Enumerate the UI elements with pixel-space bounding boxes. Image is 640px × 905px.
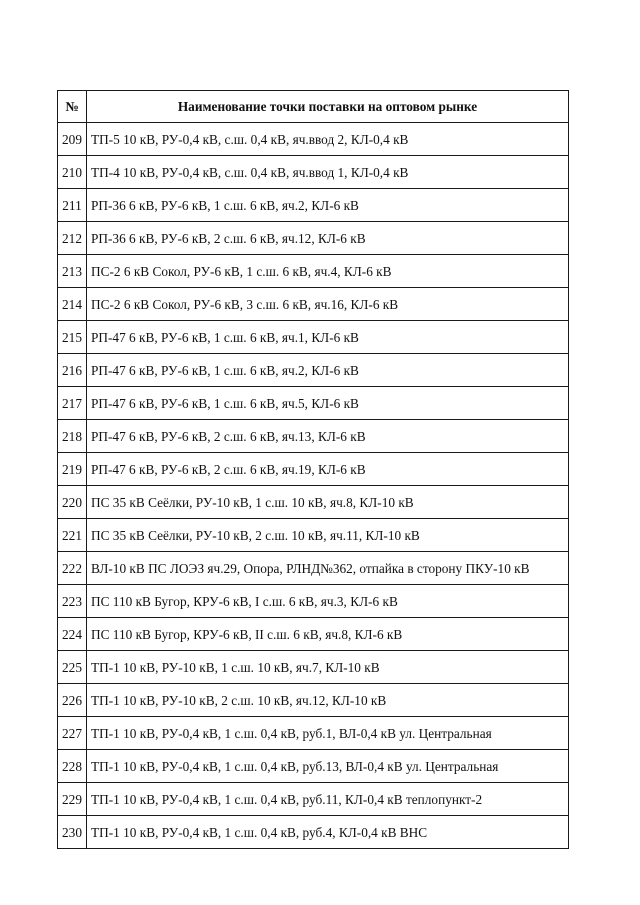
row-number: 229 <box>58 783 87 816</box>
row-number: 218 <box>58 420 87 453</box>
row-supply-point-name: РП-36 6 кВ, РУ-6 кВ, 1 с.ш. 6 кВ, яч.2, КЛ-6 кВ <box>87 189 569 222</box>
table-row <box>58 156 569 189</box>
row-number: 209 <box>58 123 87 156</box>
row-supply-point-name: ТП-1 10 кВ, РУ-0,4 кВ, 1 с.ш. 0,4 кВ, руб.1, ВЛ-0,4 кВ ул. Центральная <box>87 717 569 750</box>
row-supply-point-name: ТП-1 10 кВ, РУ-0,4 кВ, 1 с.ш. 0,4 кВ, руб.13, ВЛ-0,4 кВ ул. Центральная <box>87 750 569 783</box>
row-number: 213 <box>58 255 87 288</box>
row-supply-point-name: ПС-2 6 кВ Сокол, РУ-6 кВ, 1 с.ш. 6 кВ, яч.4, КЛ-6 кВ <box>87 255 569 288</box>
row-number: 230 <box>58 816 87 849</box>
table-row <box>58 750 569 783</box>
table-row <box>58 354 569 387</box>
row-number: 221 <box>58 519 87 552</box>
row-number: 216 <box>58 354 87 387</box>
row-supply-point-name: РП-47 6 кВ, РУ-6 кВ, 1 с.ш. 6 кВ, яч.1, КЛ-6 кВ <box>87 321 569 354</box>
row-supply-point-name: РП-47 6 кВ, РУ-6 кВ, 1 с.ш. 6 кВ, яч.2, КЛ-6 кВ <box>87 354 569 387</box>
header-supply-point-name: Наименование точки поставки на оптовом рынке <box>87 91 569 123</box>
row-supply-point-name: ТП-1 10 кВ, РУ-0,4 кВ, 1 с.ш. 0,4 кВ, руб.4, КЛ-0,4 кВ ВНС <box>87 816 569 849</box>
row-number: 225 <box>58 651 87 684</box>
row-number: 226 <box>58 684 87 717</box>
row-supply-point-name: ТП-1 10 кВ, РУ-10 кВ, 2 с.ш. 10 кВ, яч.12, КЛ-10 кВ <box>87 684 569 717</box>
header-number: № <box>58 91 87 123</box>
row-supply-point-name: РП-47 6 кВ, РУ-6 кВ, 2 с.ш. 6 кВ, яч.13, КЛ-6 кВ <box>87 420 569 453</box>
row-supply-point-name: ТП-1 10 кВ, РУ-0,4 кВ, 1 с.ш. 0,4 кВ, руб.11, КЛ-0,4 кВ теплопункт-2 <box>87 783 569 816</box>
table-row <box>58 816 569 849</box>
table-row <box>58 552 569 585</box>
table-row <box>58 618 569 651</box>
table-row <box>58 651 569 684</box>
table-row <box>58 288 569 321</box>
row-number: 210 <box>58 156 87 189</box>
supply-points-table <box>57 90 569 849</box>
row-supply-point-name: ПС 35 кВ Сеёлки, РУ-10 кВ, 2 с.ш. 10 кВ, яч.11, КЛ-10 кВ <box>87 519 569 552</box>
row-number: 214 <box>58 288 87 321</box>
table-row <box>58 123 569 156</box>
row-supply-point-name: ТП-1 10 кВ, РУ-10 кВ, 1 с.ш. 10 кВ, яч.7, КЛ-10 кВ <box>87 651 569 684</box>
row-number: 228 <box>58 750 87 783</box>
row-number: 223 <box>58 585 87 618</box>
table-row <box>58 783 569 816</box>
table-row <box>58 519 569 552</box>
row-supply-point-name: ПС 110 кВ Бугор, КРУ-6 кВ, I с.ш. 6 кВ, яч.3, КЛ-6 кВ <box>87 585 569 618</box>
row-supply-point-name: РП-36 6 кВ, РУ-6 кВ, 2 с.ш. 6 кВ, яч.12, КЛ-6 кВ <box>87 222 569 255</box>
table-row <box>58 717 569 750</box>
row-supply-point-name: ПС-2 6 кВ Сокол, РУ-6 кВ, 3 с.ш. 6 кВ, яч.16, КЛ-6 кВ <box>87 288 569 321</box>
row-number: 222 <box>58 552 87 585</box>
table-row <box>58 420 569 453</box>
row-supply-point-name: ТП-5 10 кВ, РУ-0,4 кВ, с.ш. 0,4 кВ, яч.ввод 2, КЛ-0,4 кВ <box>87 123 569 156</box>
table-row <box>58 684 569 717</box>
table-row <box>58 387 569 420</box>
table-row <box>58 222 569 255</box>
table-row <box>58 189 569 222</box>
row-supply-point-name: РП-47 6 кВ, РУ-6 кВ, 2 с.ш. 6 кВ, яч.19, КЛ-6 кВ <box>87 453 569 486</box>
row-number: 215 <box>58 321 87 354</box>
row-number: 217 <box>58 387 87 420</box>
table-row <box>58 453 569 486</box>
row-number: 211 <box>58 189 87 222</box>
row-supply-point-name: ПС 35 кВ Сеёлки, РУ-10 кВ, 1 с.ш. 10 кВ, яч.8, КЛ-10 кВ <box>87 486 569 519</box>
row-number: 227 <box>58 717 87 750</box>
row-supply-point-name: ТП-4 10 кВ, РУ-0,4 кВ, с.ш. 0,4 кВ, яч.ввод 1, КЛ-0,4 кВ <box>87 156 569 189</box>
table-row <box>58 585 569 618</box>
row-supply-point-name: ПС 110 кВ Бугор, КРУ-6 кВ, II с.ш. 6 кВ, яч.8, КЛ-6 кВ <box>87 618 569 651</box>
table-header-row <box>58 91 569 123</box>
row-number: 212 <box>58 222 87 255</box>
row-supply-point-name: РП-47 6 кВ, РУ-6 кВ, 1 с.ш. 6 кВ, яч.5, КЛ-6 кВ <box>87 387 569 420</box>
row-number: 219 <box>58 453 87 486</box>
table-row <box>58 321 569 354</box>
row-supply-point-name: ВЛ-10 кВ ПС ЛОЭЗ яч.29, Опора, РЛНД№362, отпайка в сторону ПКУ-10 кВ <box>87 552 569 585</box>
row-number: 224 <box>58 618 87 651</box>
table-row <box>58 255 569 288</box>
table-row <box>58 486 569 519</box>
row-number: 220 <box>58 486 87 519</box>
